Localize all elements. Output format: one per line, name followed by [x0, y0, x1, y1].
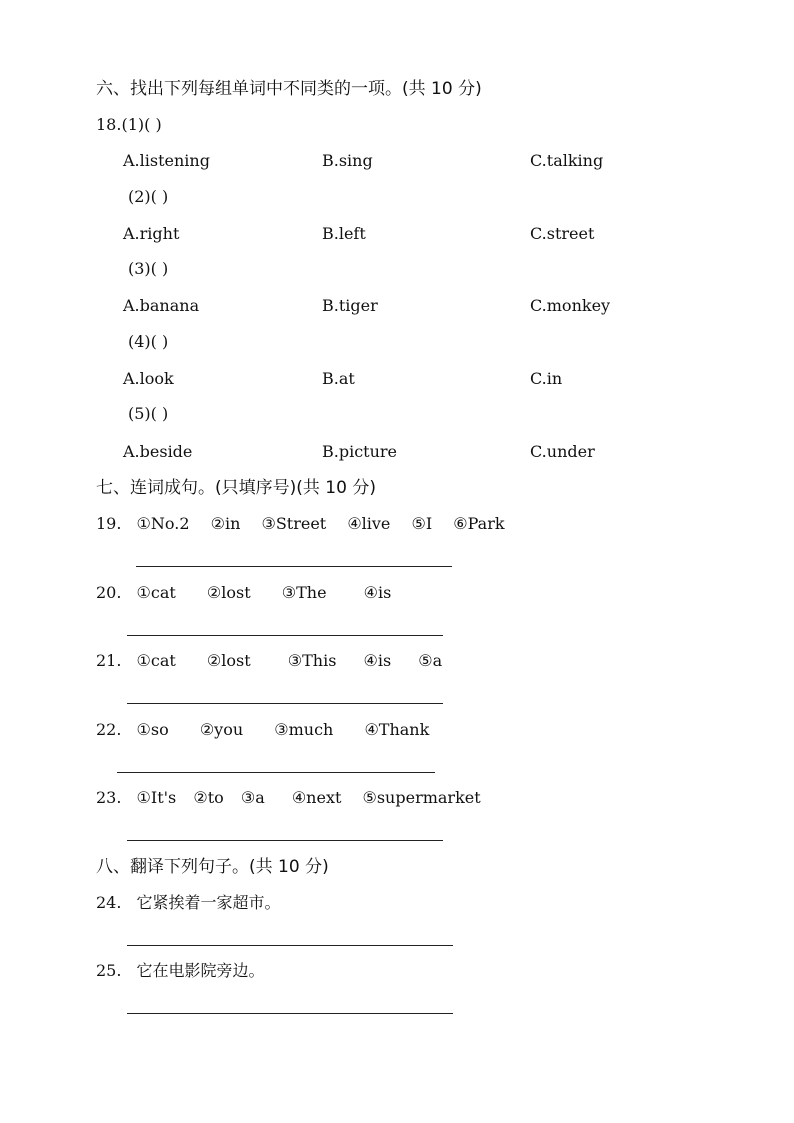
- question-number: 24.: [96, 893, 122, 912]
- word-chip: ③much: [274, 720, 334, 739]
- section-7-title: 七、连词成句。(只填序号)(共 10 分): [96, 478, 376, 498]
- option-a: A.listening: [123, 151, 210, 170]
- group-label: (3)( ): [128, 259, 169, 278]
- question-number: 20.: [96, 583, 122, 602]
- answer-blank[interactable]: [136, 566, 452, 567]
- question-20: [96, 582, 391, 604]
- option-c: C.under: [530, 442, 595, 461]
- question-22: [96, 719, 429, 741]
- option-c: C.in: [530, 369, 563, 388]
- question-number: 18.: [96, 115, 122, 134]
- word-chip: ①cat: [136, 651, 176, 670]
- question-number: 21.: [96, 651, 122, 670]
- question-23: [96, 787, 481, 809]
- group-label: (4)( ): [128, 332, 169, 351]
- question-19: [96, 513, 505, 535]
- word-chip: ②in: [210, 514, 241, 533]
- question-number: 19.: [96, 514, 122, 533]
- option-c: C.monkey: [530, 296, 611, 315]
- option-a: A.look: [123, 369, 174, 388]
- word-chip: ③The: [281, 583, 327, 602]
- option-b: B.at: [322, 369, 355, 388]
- question-number: 22.: [96, 720, 122, 739]
- word-chip: ⑤I: [411, 514, 433, 533]
- word-chip: ⑥Park: [453, 514, 505, 533]
- word-chip: ④is: [363, 651, 392, 670]
- word-chip: ①No.2: [136, 514, 190, 533]
- word-chip: ④Thank: [364, 720, 430, 739]
- section-6-title: 六、找出下列每组单词中不同类的一项。(共 10 分): [96, 79, 482, 99]
- option-a: A.beside: [123, 442, 193, 461]
- question-21: [96, 650, 442, 672]
- word-chip: ③Street: [261, 514, 327, 533]
- option-a: A.banana: [123, 296, 200, 315]
- word-chip: ④live: [347, 514, 391, 533]
- answer-blank[interactable]: [127, 703, 443, 704]
- option-b: B.picture: [322, 442, 398, 461]
- option-c: C.street: [530, 224, 595, 243]
- question-number: 25.: [96, 961, 122, 980]
- section-8-title: 八、翻译下列句子。(共 10 分): [96, 857, 329, 877]
- word-chip: ④is: [363, 583, 392, 602]
- answer-blank[interactable]: [127, 635, 443, 636]
- word-chip: ③a: [240, 788, 265, 807]
- question-18-row: [96, 114, 162, 136]
- answer-blank[interactable]: [127, 1013, 453, 1014]
- question-number: 23.: [96, 788, 122, 807]
- word-chip: ⑤supermarket: [362, 788, 481, 807]
- answer-blank[interactable]: [117, 772, 435, 773]
- word-chip: ①cat: [136, 583, 176, 602]
- group-label: (1)( ): [121, 115, 162, 134]
- word-chip: ③This: [287, 651, 337, 670]
- question-text: 它紧挨着一家超市。: [136, 893, 281, 912]
- word-chip: ④next: [291, 788, 342, 807]
- group-label: (2)( ): [128, 187, 169, 206]
- question-24: [96, 892, 281, 914]
- word-chip: ①It's: [136, 788, 177, 807]
- option-b: B.tiger: [322, 296, 378, 315]
- group-label: (5)( ): [128, 404, 169, 423]
- word-chip: ②lost: [206, 583, 251, 602]
- word-chip: ②lost: [206, 651, 251, 670]
- word-chip: ⑤a: [418, 651, 443, 670]
- answer-blank[interactable]: [127, 840, 443, 841]
- word-chip: ②you: [199, 720, 244, 739]
- question-25: [96, 960, 265, 982]
- option-a: A.right: [123, 224, 180, 243]
- option-b: B.left: [322, 224, 366, 243]
- word-chip: ①so: [136, 720, 169, 739]
- answer-blank[interactable]: [127, 945, 453, 946]
- word-chip: ②to: [193, 788, 224, 807]
- option-c: C.talking: [530, 151, 604, 170]
- option-b: B.sing: [322, 151, 373, 170]
- question-text: 它在电影院旁边。: [136, 961, 265, 980]
